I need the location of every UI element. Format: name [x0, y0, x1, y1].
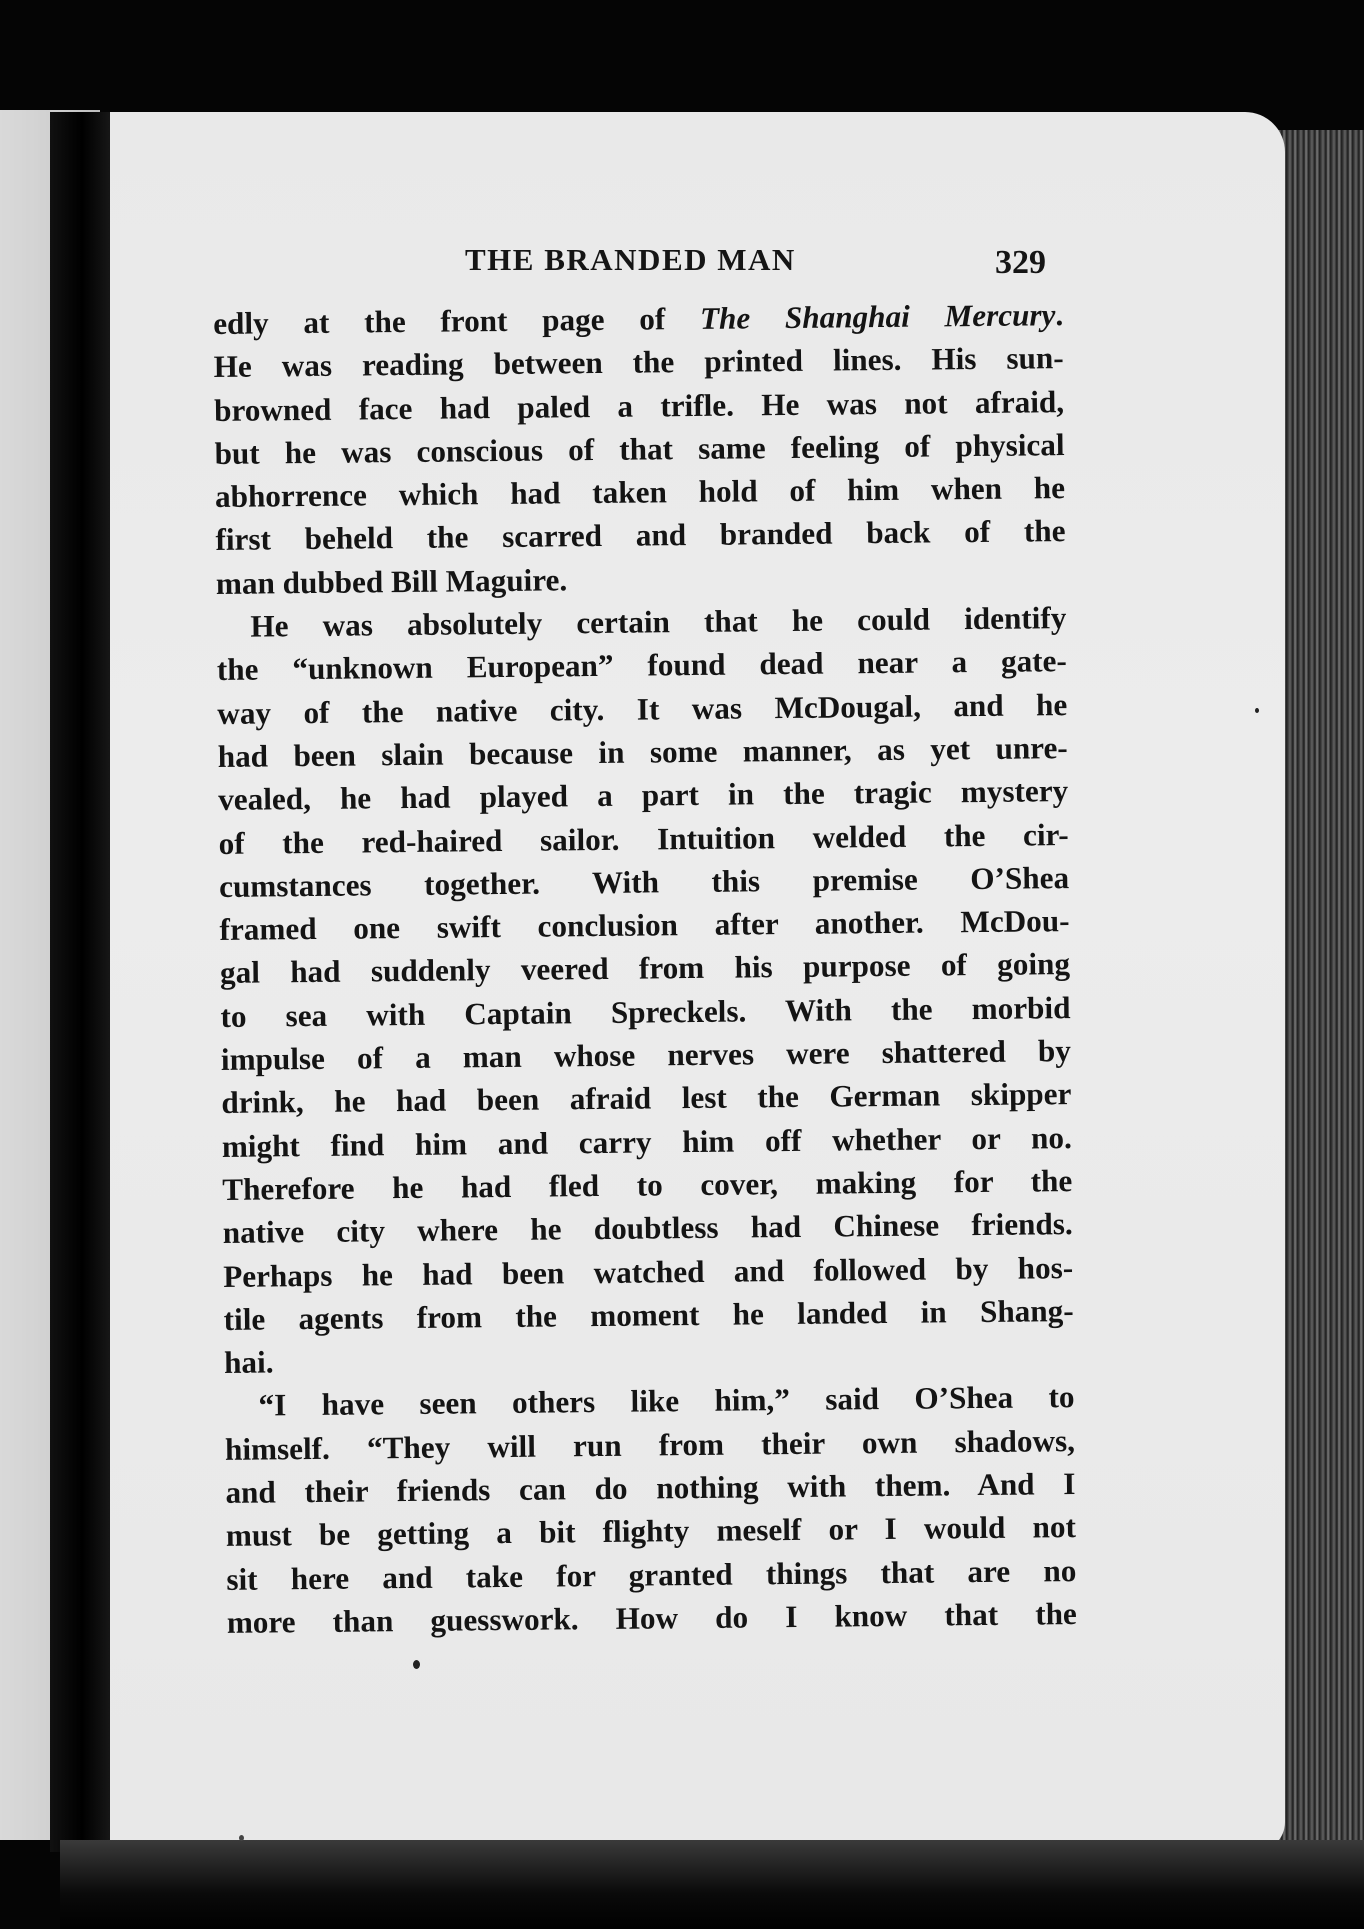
page-number: 329	[995, 244, 1046, 281]
text-line: cumstances together. With this premise O’Shea	[218, 859, 1070, 904]
text-line: had been slain because in some manner, as yet unre-	[217, 730, 1068, 774]
running-head: THE BRANDED MAN	[465, 242, 796, 277]
text-line: more than guesswork. How do I know that the	[226, 1595, 1077, 1640]
text-line: browned face had paled a trifle. He was not afraid,	[213, 383, 1065, 428]
text-line: and their friends can do nothing with them. And I	[225, 1466, 1076, 1510]
ink-speck	[239, 1835, 244, 1841]
text-line: He was reading between the printed lines. His sun-	[213, 340, 1064, 385]
text-line: drink, he had been afraid lest the German skipper	[221, 1076, 1072, 1121]
text-line: himself. “They will run from their own shadows,	[224, 1422, 1076, 1467]
text-line: the “unknown European” found dead near a gate-	[216, 643, 1067, 688]
ink-speck	[1255, 708, 1259, 713]
text-line: edly at the front page of The Shanghai Mercury.	[213, 297, 1064, 341]
text-line: sit here and take for granted things that are no	[226, 1552, 1077, 1597]
text-line: man dubbed Bill Maguire.	[215, 562, 568, 601]
text-line: Therefore he had fled to cover, making for the	[222, 1162, 1073, 1207]
text-line: gal had suddenly veered from his purpose of going	[219, 946, 1071, 991]
book-gutter	[50, 112, 114, 1852]
text-line: must be getting a bit flighty meself or I would not	[225, 1509, 1077, 1554]
text-line: of the red-haired sailor. Intuition welded the cir-	[218, 816, 1069, 861]
text-line: abhorrence which had taken hold of him when he	[214, 470, 1066, 515]
paragraph-start: He was absolutely certain that he could identify	[250, 600, 1067, 644]
text-line: but he was conscious of that same feeling of physical	[214, 426, 1065, 471]
text-line: way of the native city. It was McDougal, and he	[217, 686, 1068, 731]
text-line: might find him and carry him off whether or no.	[221, 1119, 1072, 1164]
bottom-shadow	[60, 1840, 1364, 1929]
text-line: native city where he doubtless had Chinese friends.	[222, 1206, 1073, 1251]
ink-speck	[413, 1660, 420, 1669]
text-line: first beheld the scarred and branded back of the	[215, 513, 1066, 558]
newspaper-title: The Shanghai Mercury	[699, 297, 1056, 336]
text-line: Perhaps he had been watched and followed by hos-	[223, 1249, 1074, 1294]
text-line: framed one swift conclusion after another. McDou-	[219, 903, 1070, 948]
text-line: hai.	[223, 1344, 274, 1381]
paragraph-start: “I have seen others like him,” said O’Shea to	[258, 1379, 1075, 1424]
text-line: to sea with Captain Spreckels. With the morbid	[220, 989, 1071, 1034]
text-line: impulse of a man whose nerves were shattered by	[220, 1033, 1072, 1078]
body-text	[213, 293, 1077, 1644]
text-line: vealed, he had played a part in the tragic mystery	[218, 773, 1069, 818]
text-line: tile agents from the moment he landed in Shang-	[223, 1292, 1074, 1337]
